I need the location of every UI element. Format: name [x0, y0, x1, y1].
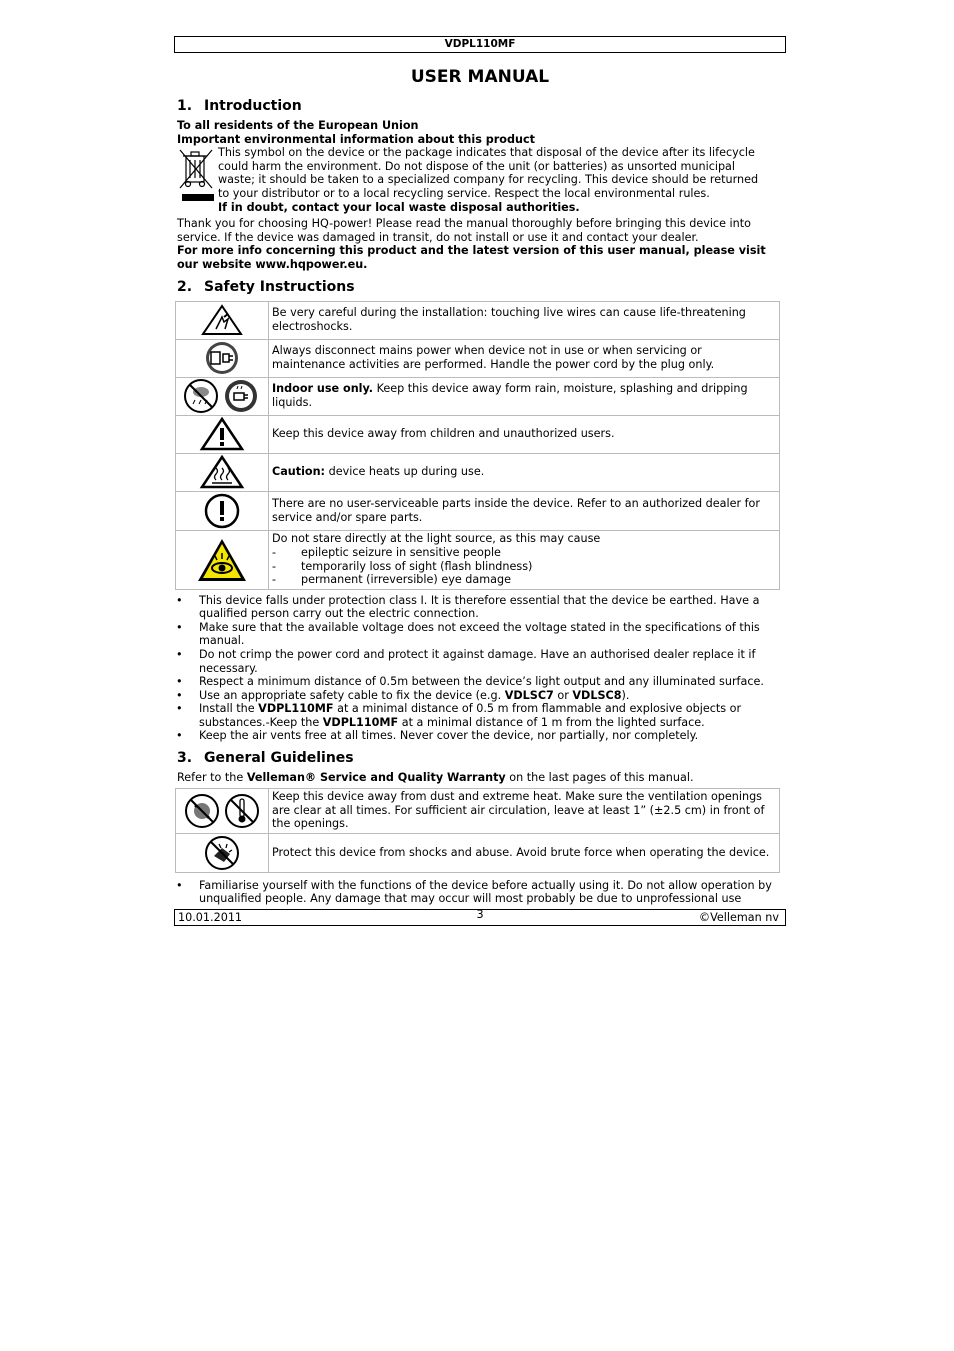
safety-row — [176, 453, 780, 491]
safety-row — [176, 339, 780, 377]
section-general-heading: 3. General Guidelines — [177, 750, 354, 767]
list-item: • Respect a minimum distance of 0.5m between the device’s light output and any illuminated surface. — [176, 675, 764, 689]
warning-triangle-icon — [176, 415, 269, 453]
general-table — [175, 788, 780, 873]
list-item: • Make sure that the available voltage does not exceed the voltage stated in the specifications of this manual. — [176, 620, 760, 648]
thanks-paragraph: Thank you for choosing HQ-power! Please read the manual thoroughly before bringing this device into service. If the device was damaged in transit, do not install or use it and contact your dealer. — [177, 217, 751, 244]
safety-bullet-list — [174, 594, 786, 744]
document-title: USER MANUAL — [410, 67, 550, 87]
page-number: 3 — [476, 908, 484, 921]
manual-page — [174, 36, 786, 906]
safety-row-text: Be very careful during the installation: touching live wires can cause life-threatening electroshocks. — [269, 301, 780, 339]
footer-date: 10.01.2011 — [178, 911, 243, 924]
stare-item: - temporarily loss of sight (flash blindness) — [272, 559, 533, 573]
general-bullet-list — [174, 879, 786, 906]
safety-row — [176, 377, 780, 415]
header-model: VDPL110MF — [174, 36, 786, 53]
safety-row-text: Keep this device away from children and unauthorized users. — [269, 415, 780, 453]
safety-row-text: Indoor use only. Keep this device away form rain, moisture, splashing and dripping liquids. — [269, 377, 780, 415]
environmental-info-line: Important environmental information about this product — [177, 132, 535, 146]
general-row — [176, 788, 780, 833]
no-rain-icon — [176, 377, 269, 415]
stare-warning-text: Do not stare directly at the light source, as this may cause - epileptic seizure in sensitive people - temporarily loss of sight (flash blindness) - permanent (irreversible) eye damage — [269, 530, 780, 589]
safety-row — [176, 530, 780, 589]
section-safety-heading: 2. Safety Instructions — [177, 278, 355, 295]
hot-surface-icon — [176, 453, 269, 491]
footer-copyright: ©Velleman nv — [698, 911, 779, 924]
stare-item: - epileptic seizure in sensitive people — [272, 545, 501, 559]
no-dust-no-heat-icon — [176, 788, 269, 833]
list-item: • Keep the air vents free at all times. Never cover the device, nor partially, nor completely. — [176, 729, 699, 743]
safety-table — [175, 301, 780, 590]
unplug-icon — [176, 339, 269, 377]
stare-item: - permanent (irreversible) eye damage — [272, 573, 511, 587]
safety-row — [176, 415, 780, 453]
more-info-paragraph: For more info concerning this product and the latest version of this user manual, please visit our website www.hqpower.eu. — [177, 244, 766, 271]
warranty-reference: Refer to the Velleman® Service and Quality Warranty on the last pages of this manual. — [177, 771, 694, 785]
list-item: • Familiarise yourself with the functions of the device before actually using it. Do not allow operation by unqualified people. Any damage that may occur will most probably be due to unprofessional use — [176, 878, 772, 906]
list-item: • Do not crimp the power cord and protect it against damage. Have an authorised dealer replace it if necessary. — [176, 647, 756, 675]
safety-row — [176, 301, 780, 339]
weee-block — [174, 146, 786, 214]
safety-row-text: Always disconnect mains power when device not in use or when servicing or maintenance activities are performed. Handle the power cord by the plug only. — [269, 339, 780, 377]
no-shock-icon — [176, 833, 269, 872]
eye-hazard-warning-icon — [176, 530, 269, 589]
general-row — [176, 833, 780, 872]
list-item: • Install the VDPL110MF at a minimal distance of 0.5 m from flammable and explosive objects or substances.-Keep the VDPL110MF at a minimal distance of 1 m from the lighted surface. — [176, 702, 742, 729]
electric-shock-warning-icon — [176, 301, 269, 339]
page-footer — [174, 909, 786, 926]
list-item: • This device falls under protection class I. It is therefore essential that the device be earthed. Have a qualified person carry out the electric connection. — [176, 593, 760, 621]
general-row-text: Protect this device from shocks and abuse. Avoid brute force when operating the device. — [269, 833, 780, 872]
safety-row-text: There are no user-serviceable parts inside the device. Refer to an authorized dealer for service and/or spare parts. — [269, 491, 780, 530]
weee-bold-note: If in doubt, contact your local waste disposal authorities. — [218, 200, 580, 214]
general-row-text: Keep this device away from dust and extreme heat. Make sure the ventilation openings are clear at all times. For sufficient air circulation, leave at least 1” (±2.5 cm) in front of the openings. — [269, 788, 780, 833]
eu-residents-line: To all residents of the European Union — [177, 119, 419, 132]
section-intro-heading: 1. Introduction — [177, 98, 302, 114]
weee-text: This symbol on the device or the package indicates that disposal of the device after its lifecycle could harm the environment. Do not dispose of the unit (or batteries) as unsorted municipal waste; it should be taken to a specialized company for recycling. This device should be returned to your distributor or to a local recycling service. Respect the local environmental rules. If in doubt, contact your local waste disposal authorities. — [218, 146, 759, 214]
safety-row — [176, 491, 780, 530]
list-item: • Use an appropriate safety cable to fix the device (e.g. VDLSC7 or VDLSC8). — [176, 688, 630, 702]
safety-row-text: Caution: device heats up during use. — [269, 453, 780, 491]
crossed-bin-icon — [174, 146, 218, 214]
exclamation-circle-icon — [176, 491, 269, 530]
